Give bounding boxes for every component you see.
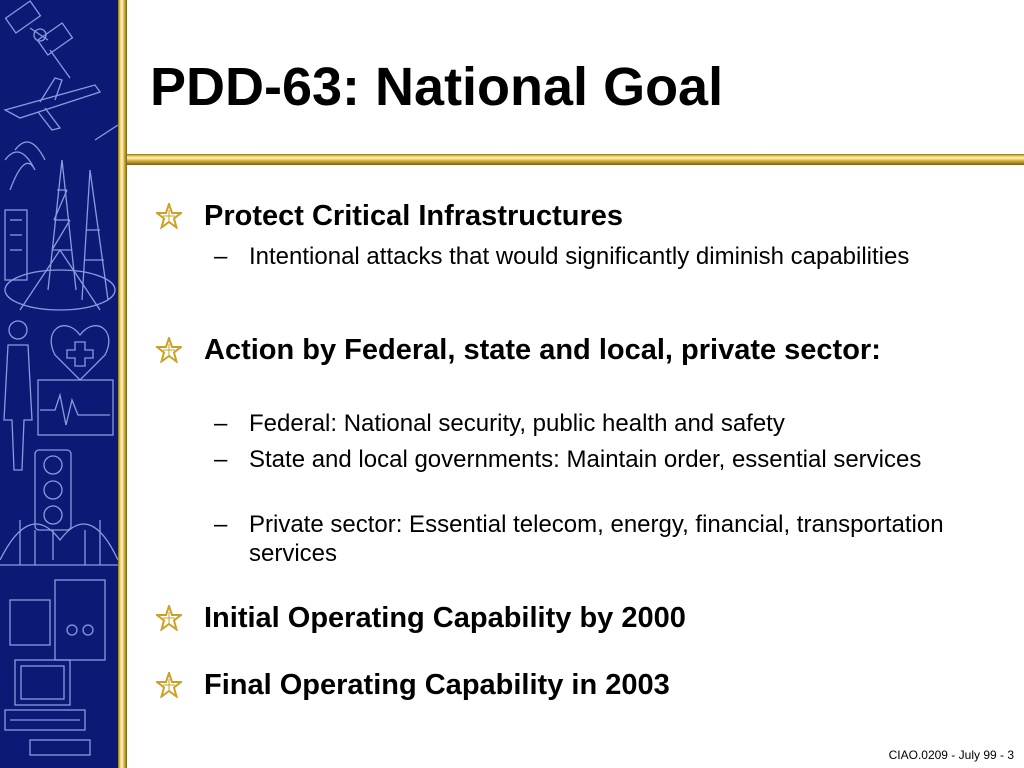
- star-icon: [156, 672, 182, 698]
- bullet-text: Protect Critical Infrastructures: [204, 200, 624, 232]
- bullet-text: Final Operating Capability in 2003: [204, 669, 670, 701]
- sub-bullet-text: Intentional attacks that would significantly diminish capabilities: [249, 243, 910, 270]
- star-icon: [156, 605, 182, 631]
- slide-footer: CIAO.0209 - July 99 - 3: [888, 748, 1014, 762]
- sub-bullet-text: Private sector: Essential telecom, energy, financial, transportation services: [249, 511, 944, 567]
- bullet-text: Action by Federal, state and local, private sector:: [204, 334, 881, 366]
- star-icon: [156, 337, 182, 363]
- sub-bullet-dash: –: [214, 446, 228, 473]
- sub-bullet-dash: –: [214, 511, 228, 538]
- sub-bullet-text: State and local governments: Maintain order, essential services: [249, 446, 922, 473]
- sub-bullet-text: Federal: National security, public health and safety: [249, 410, 785, 437]
- sub-bullet-dash: –: [214, 243, 228, 270]
- slide-title: PDD-63: National Goal: [150, 57, 724, 117]
- star-icon: [156, 203, 182, 229]
- bullet-text: Initial Operating Capability by 2000: [204, 602, 686, 634]
- sub-bullet-dash: –: [214, 410, 228, 437]
